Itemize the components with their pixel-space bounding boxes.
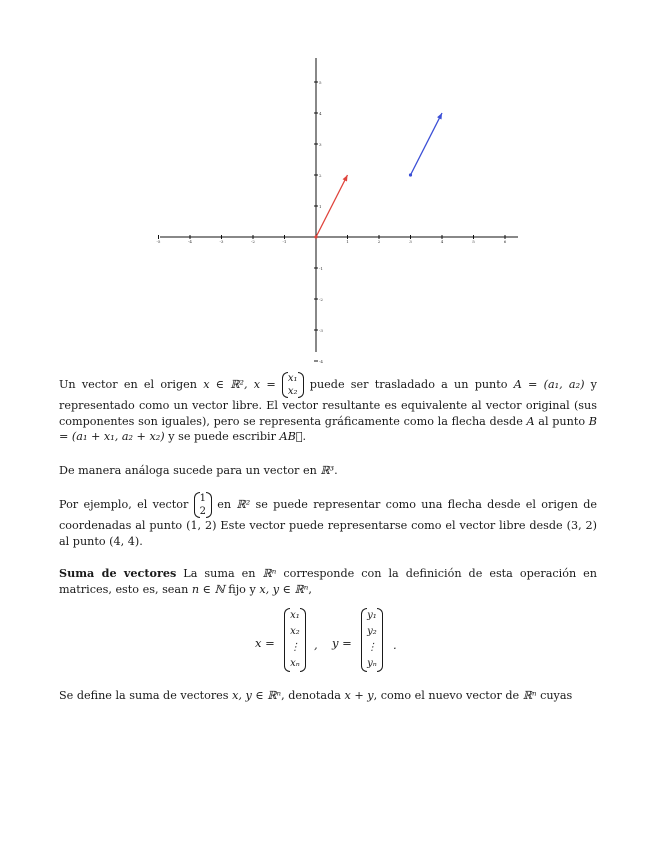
- x-tick-label: 2: [377, 239, 381, 244]
- x-tick-label: -1: [282, 239, 287, 244]
- y-tick-label: 2: [319, 173, 322, 178]
- x-tick-label: -3: [219, 239, 224, 244]
- entry: x₂: [287, 386, 298, 397]
- math-inline: ℝⁿ: [262, 567, 277, 580]
- text: .: [302, 430, 307, 443]
- text: y representado como un vector libre. El vector resultante es equivalente al vector original (sus componentes son iguales), pero se representa gráficamente como la flecha desde: [59, 378, 597, 428]
- y-tick-label: 4: [319, 111, 322, 116]
- math-inline: x + y: [344, 689, 374, 702]
- y-tick-label: -1: [319, 266, 323, 271]
- text: La suma en: [176, 567, 263, 580]
- x-tick-label: 4: [440, 239, 444, 244]
- x-tick-label: -5: [156, 239, 161, 244]
- display-equation: [0, 608, 655, 680]
- blue-vector-shaft: [411, 113, 443, 175]
- red-vector-tail: [314, 235, 317, 238]
- x-tick-label: 6: [503, 239, 507, 244]
- y-tick-label: 1: [319, 204, 322, 209]
- text: en: [212, 498, 237, 511]
- entry: xₙ: [290, 658, 300, 669]
- math-inline: (1, 2): [186, 519, 217, 532]
- text: al punto: [534, 414, 589, 428]
- entry: ⋮: [367, 642, 377, 653]
- text: Un vector en el origen: [59, 378, 204, 391]
- text: , denotada: [281, 689, 345, 702]
- entry: yₙ: [367, 658, 377, 669]
- x-label: x =: [255, 636, 275, 650]
- y-tick-label: -4: [319, 359, 323, 364]
- text: Por ejemplo, el vector: [59, 498, 194, 511]
- x-tick-label: 5: [472, 239, 475, 244]
- text: De manera análoga sucede para un vector en: [59, 464, 321, 477]
- paragraph-suma: [59, 566, 597, 597]
- y-tick-label: -3: [319, 328, 323, 333]
- entry: y₂: [367, 626, 377, 637]
- math-inline: x ∈ ℝ², x =: [203, 378, 282, 391]
- math-inline: (4, 4): [109, 534, 140, 548]
- entry: ⋮: [290, 642, 300, 653]
- column-vector-y-n: [361, 608, 383, 672]
- math-inline: ℝ²: [236, 498, 251, 511]
- text: cuyas: [536, 689, 573, 702]
- vector-plot: [0, 0, 655, 364]
- math-inline: (3, 2): [566, 519, 598, 532]
- entry: y₁: [367, 610, 377, 621]
- math-inline: ℝⁿ: [522, 689, 537, 702]
- x-tick-label: 3: [409, 239, 412, 244]
- text: puede ser trasladado a un punto: [303, 378, 514, 391]
- column-vector-x-n: [284, 608, 306, 672]
- text: ,: [308, 582, 312, 596]
- math-inline: ℝ³: [320, 464, 335, 477]
- text: Se define la suma de vectores: [59, 689, 233, 702]
- math-inline: A: [526, 414, 535, 428]
- math-inline: x, y ∈ ℝⁿ: [259, 582, 309, 596]
- text: al punto: [59, 534, 110, 548]
- period: .: [393, 638, 397, 652]
- x-tick-label: -2: [251, 239, 255, 244]
- column-vector-example: [194, 492, 212, 518]
- math-inline: B = (a₁ + x₁, a₂ + x₂): [59, 414, 597, 443]
- paragraph-ejemplo: [59, 492, 597, 549]
- entry: x₁: [287, 373, 298, 384]
- x-tick-label: 1: [346, 239, 349, 244]
- separator: ,: [314, 638, 318, 652]
- y-tick-label: 5: [319, 80, 322, 85]
- text: fijo y: [224, 582, 260, 596]
- text: Este vector puede representarse como el vector libre desde: [216, 519, 567, 532]
- y-tick-label: -2: [319, 297, 323, 302]
- entry: 1: [199, 493, 207, 504]
- text: corresponde con la definición de esta operación en matrices, esto es, sean: [59, 567, 597, 596]
- math-inline: x, y ∈ ℝⁿ: [232, 689, 282, 702]
- paragraph-r3: [59, 463, 597, 479]
- paragraph-vector-origen: [59, 372, 597, 445]
- text: y se puede escribir: [164, 430, 280, 443]
- section-heading: Suma de vectores: [59, 566, 177, 580]
- text: se puede representar como una flecha desde el origen de coordenadas al punto: [59, 498, 597, 532]
- math-inline: AB⃗: [279, 430, 303, 443]
- math-inline: n ∈ ℕ: [191, 582, 225, 596]
- paragraph-define-suma: [59, 688, 597, 704]
- column-vector-x: [282, 372, 304, 398]
- text: , como el nuevo vector de: [373, 689, 523, 702]
- entry: 2: [199, 506, 207, 517]
- entry: x₂: [290, 626, 300, 637]
- math-inline: A = (a₁, a₂): [513, 378, 585, 391]
- text: .: [139, 534, 143, 548]
- x-tick-label: -4: [188, 239, 192, 244]
- entry: x₁: [290, 610, 300, 621]
- text: .: [334, 464, 338, 477]
- blue-vector-tail: [409, 173, 412, 176]
- y-label: y =: [332, 636, 352, 650]
- y-tick-label: 3: [319, 142, 322, 147]
